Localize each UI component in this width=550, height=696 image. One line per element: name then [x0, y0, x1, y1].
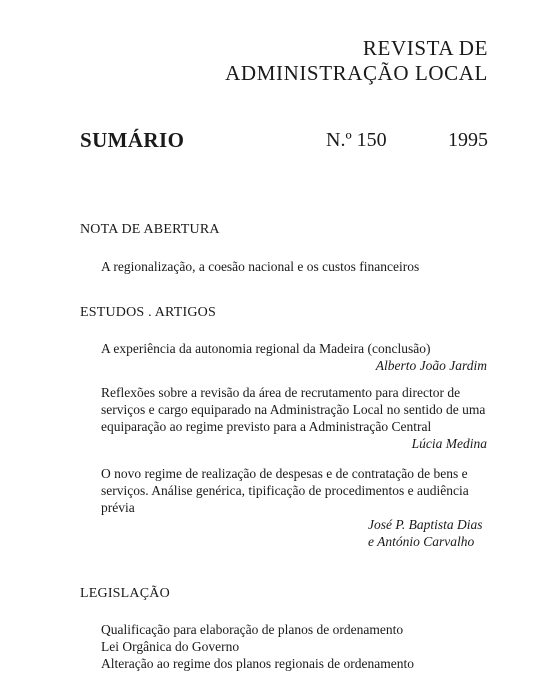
list-item: Lei Orgânica do Governo [101, 639, 240, 654]
entry-title-line: serviços e cargo equiparado na Administração Local no sentido de uma [101, 402, 486, 417]
entry-author: Alberto João Jardim [375, 358, 487, 373]
entry-title-line: Reflexões sobre a revisão da área de recrutamento para director de [101, 385, 461, 400]
entry-title-line: prévia [101, 500, 135, 515]
toc-entry-estudos-2 [101, 384, 487, 452]
summary-title: SUMÁRIO [80, 128, 185, 152]
list-item: Alteração ao regime dos planos regionais de ordenamento [101, 656, 415, 671]
entry-author: Lúcia Medina [411, 436, 487, 451]
entry-author: José P. Baptista Dias [368, 517, 483, 532]
entry-title: A regionalização, a coesão nacional e os custos financeiros [101, 259, 420, 274]
entry-title: A experiência da autonomia regional da Madeira (conclusão) [101, 341, 431, 356]
section-heading-legislacao: LEGISLAÇÃO [80, 586, 170, 601]
entry-title-line: serviços. Análise genérica, tipificação de procedimentos e audiência [101, 483, 469, 498]
masthead [225, 36, 488, 86]
toc-entry-estudos-1 [101, 340, 487, 374]
entry-title-line: equiparação ao regime previsto para a Administração Central [101, 419, 432, 434]
entry-title-line: O novo regime de realização de despesas e de contratação de bens e [101, 466, 468, 481]
entry-author: e António Carvalho [368, 534, 475, 549]
issue-year: 1995 [448, 129, 488, 151]
list-item: Qualificação para elaboração de planos de ordenamento [101, 622, 404, 637]
masthead-line-1: REVISTA DE [362, 36, 488, 60]
section-heading-estudos: ESTUDOS . ARTIGOS [80, 305, 216, 320]
legislation-list [101, 621, 414, 672]
summary-header [80, 128, 488, 158]
toc-entry-estudos-3 [101, 465, 487, 550]
section-heading-nota: NOTA DE ABERTURA [80, 222, 220, 237]
toc-entry-nota-1 [101, 258, 487, 275]
issue-number: N.º 150 [326, 129, 387, 151]
masthead-line-2: ADMINISTRAÇÃO LOCAL [225, 61, 488, 85]
